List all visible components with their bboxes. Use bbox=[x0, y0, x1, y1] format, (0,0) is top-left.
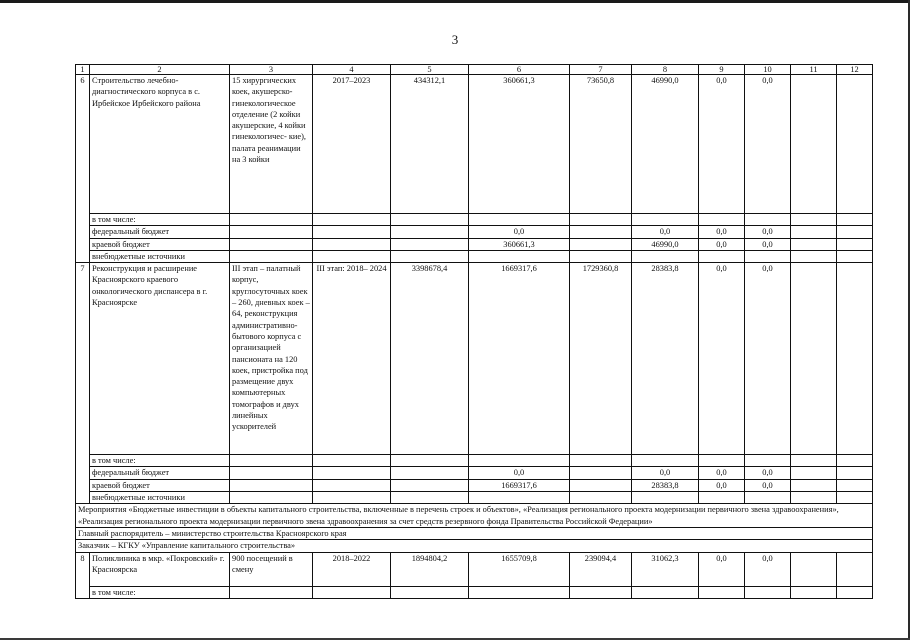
item-number: 7 bbox=[76, 263, 90, 504]
cell-value: 0,0 bbox=[745, 263, 791, 455]
table-row bbox=[76, 504, 873, 528]
row-label: краевой бюджет bbox=[90, 479, 230, 491]
cell-value: 46990,0 bbox=[632, 238, 699, 250]
table-row bbox=[76, 238, 873, 250]
table-row bbox=[76, 250, 873, 262]
object-capacity: 15 хирургических коек, акушерско- гинекологическое отделение (2 койки акушерские, 4 койки гинекологичес- кие), палата реанимации на 3 койки bbox=[230, 75, 313, 214]
item-number: 8 bbox=[76, 552, 90, 598]
table-row bbox=[76, 467, 873, 479]
cell-value: 0,0 bbox=[469, 467, 570, 479]
table-row bbox=[76, 479, 873, 491]
cell-value: 0,0 bbox=[745, 467, 791, 479]
column-number: 1 bbox=[76, 65, 90, 75]
column-number: 4 bbox=[313, 65, 391, 75]
column-number: 9 bbox=[699, 65, 745, 75]
table-row bbox=[76, 527, 873, 539]
cell-value: 73650,8 bbox=[570, 75, 632, 214]
cell-empty bbox=[791, 263, 837, 455]
table-row bbox=[76, 263, 873, 455]
column-number: 11 bbox=[791, 65, 837, 75]
cell-empty bbox=[837, 75, 873, 214]
cell-value: 3398678,4 bbox=[391, 263, 469, 455]
cell-value: 1894804,2 bbox=[391, 552, 469, 586]
cell-value: 0,0 bbox=[699, 263, 745, 455]
section-event-note: Мероприятия «Бюджетные инвестиции в объекты капитального строительства, включенные в перечень строек и объектов», «Реализация регионального проекта модернизации первичного звена здравоохранения», «Реализация регионального проекта модернизации первичного звена здравоохранения за счет средств резервного фонда Правительства Российской Федерации» bbox=[76, 504, 873, 528]
cell-value: 0,0 bbox=[632, 226, 699, 238]
construction-period: III этап: 2018– 2024 bbox=[313, 263, 391, 455]
cell-empty bbox=[791, 75, 837, 214]
column-number: 7 bbox=[570, 65, 632, 75]
table-row bbox=[76, 586, 873, 598]
object-capacity: 900 посещений в смену bbox=[230, 552, 313, 586]
cell-value: 0,0 bbox=[469, 226, 570, 238]
row-label: в том числе: bbox=[90, 586, 230, 598]
cell-value: 1669317,6 bbox=[469, 263, 570, 455]
row-label: краевой бюджет bbox=[90, 238, 230, 250]
section-customer-note: Заказчик – КГКУ «Управление капитального строительства» bbox=[76, 540, 873, 552]
row-label: в том числе: bbox=[90, 214, 230, 226]
column-number: 2 bbox=[90, 65, 230, 75]
cell-value: 31062,3 bbox=[632, 552, 699, 586]
table-row bbox=[76, 552, 873, 586]
construction-period: 2018–2022 bbox=[313, 552, 391, 586]
column-number: 8 bbox=[632, 65, 699, 75]
section-manager-note: Главный распорядитель – министерство строительства Красноярского края bbox=[76, 527, 873, 539]
row-label: в том числе: bbox=[90, 455, 230, 467]
object-name: Реконструкция и расширение Красноярского краевого онкологического диспансера в г. Красноярске bbox=[90, 263, 230, 455]
cell-value: 360661,3 bbox=[469, 238, 570, 250]
cell-value: 0,0 bbox=[699, 226, 745, 238]
cell-value: 1729360,8 bbox=[570, 263, 632, 455]
cell-value: 1669317,6 bbox=[469, 479, 570, 491]
object-capacity: III этап – палатный корпус, круглосуточных коек – 260, дневных коек – 64, реконструкция административно- бытового корпуса с организацией пансионата на 120 коек, пристройка под размещение двух компьютерных томографов и двух линейных ускорителей bbox=[230, 263, 313, 455]
cell-value: 28383,8 bbox=[632, 479, 699, 491]
cell-value: 0,0 bbox=[699, 75, 745, 214]
investment-table bbox=[75, 64, 873, 599]
cell-value: 0,0 bbox=[745, 479, 791, 491]
column-number: 3 bbox=[230, 65, 313, 75]
cell-value: 0,0 bbox=[745, 75, 791, 214]
object-name: Поликлиника в мкр. «Покровский» г. Красноярска bbox=[90, 552, 230, 586]
cell-value: 1655709,8 bbox=[469, 552, 570, 586]
table-row bbox=[76, 214, 873, 226]
column-number: 10 bbox=[745, 65, 791, 75]
cell-empty bbox=[791, 552, 837, 586]
cell-value: 360661,3 bbox=[469, 75, 570, 214]
row-label: федеральный бюджет bbox=[90, 467, 230, 479]
cell-value: 0,0 bbox=[632, 467, 699, 479]
object-name: Строительство лечебно- диагностического корпуса в с. Ирбейское Ирбейского района bbox=[90, 75, 230, 214]
cell-value: 239094,4 bbox=[570, 552, 632, 586]
column-number: 6 bbox=[469, 65, 570, 75]
page-number: 3 bbox=[451, 32, 459, 47]
column-number: 12 bbox=[837, 65, 873, 75]
table-row bbox=[76, 75, 873, 214]
cell-value: 434312,1 bbox=[391, 75, 469, 214]
table-row bbox=[76, 455, 873, 467]
row-label: внебюджетные источники bbox=[90, 492, 230, 504]
row-label: федеральный бюджет bbox=[90, 226, 230, 238]
table-row bbox=[76, 226, 873, 238]
cell-empty bbox=[837, 263, 873, 455]
cell-value: 0,0 bbox=[745, 226, 791, 238]
column-number-row bbox=[76, 65, 873, 75]
construction-period: 2017–2023 bbox=[313, 75, 391, 214]
scan-edge-top bbox=[0, 0, 910, 3]
cell-empty bbox=[837, 552, 873, 586]
cell-value: 0,0 bbox=[745, 552, 791, 586]
row-label: внебюджетные источники bbox=[90, 250, 230, 262]
table-row bbox=[76, 540, 873, 552]
column-number: 5 bbox=[391, 65, 469, 75]
cell-value: 0,0 bbox=[745, 238, 791, 250]
cell-value: 28383,8 bbox=[632, 263, 699, 455]
cell-value: 0,0 bbox=[699, 479, 745, 491]
cell-value: 0,0 bbox=[699, 238, 745, 250]
cell-value: 0,0 bbox=[699, 467, 745, 479]
cell-value: 0,0 bbox=[699, 552, 745, 586]
cell-value: 46990,0 bbox=[632, 75, 699, 214]
table-row bbox=[76, 492, 873, 504]
item-number: 6 bbox=[76, 75, 90, 263]
